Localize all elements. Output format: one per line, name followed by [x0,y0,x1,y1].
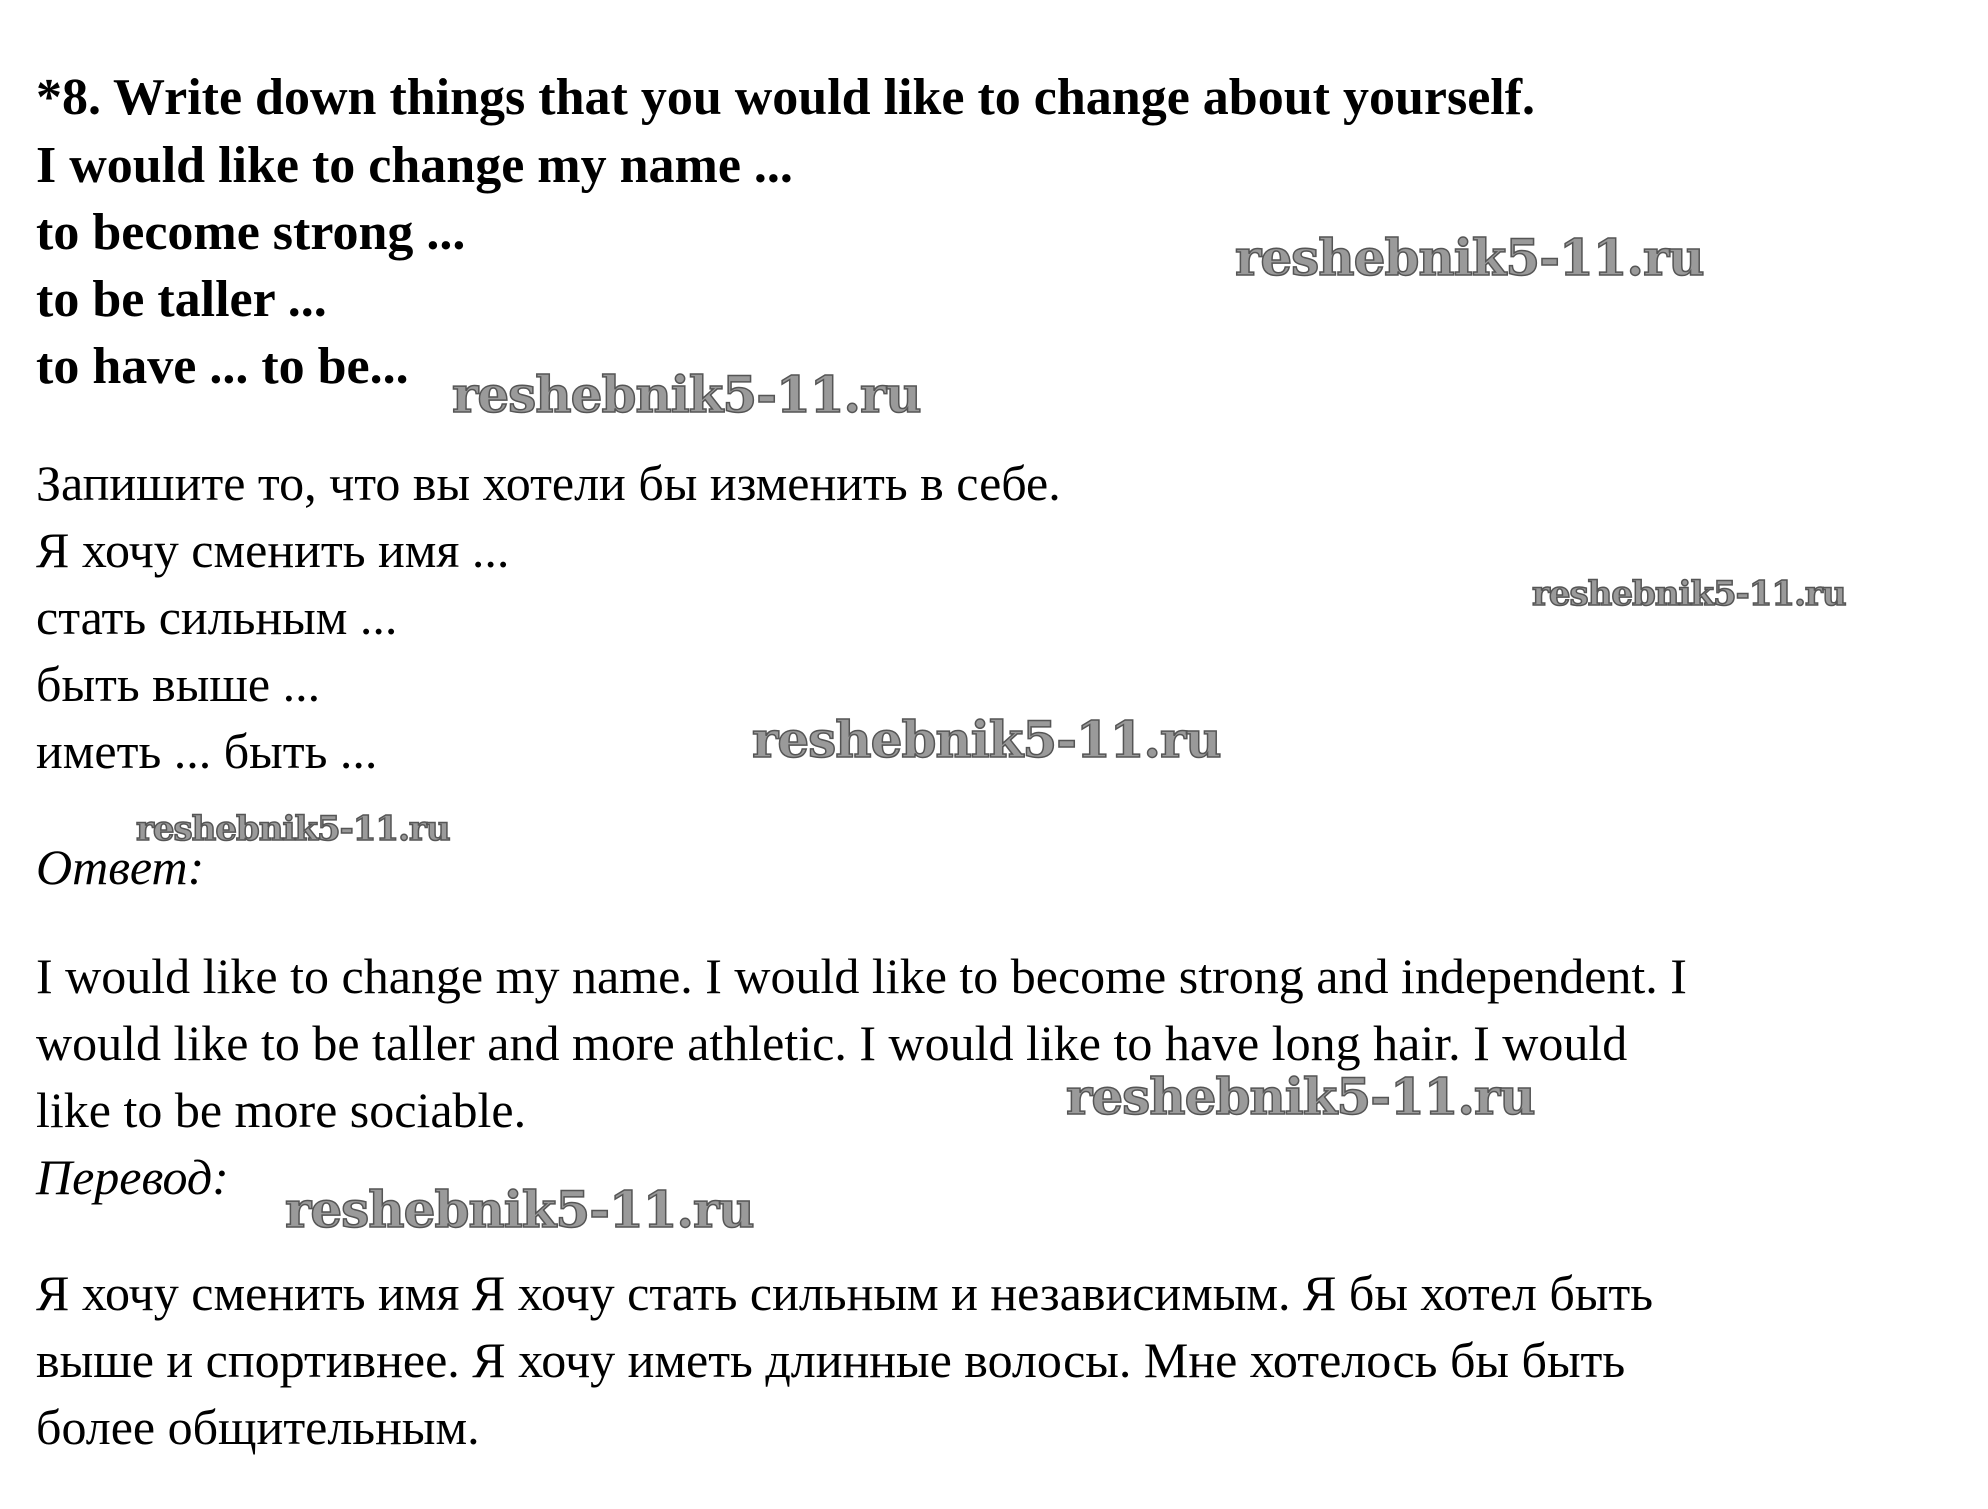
watermark: reshebnik5-11.ru [452,365,921,424]
translation-task-line: стать сильным ... [36,589,398,645]
translation-line: Я хочу сменить имя Я хочу стать сильным и независимым. Я бы хотел быть [36,1265,1654,1321]
translation-task-line: иметь ... быть ... [36,723,378,779]
watermark: reshebnik5-11.ru [752,710,1221,769]
answer-line: I would like to change my name. I would like to become strong and independent. I [36,948,1687,1004]
translation-line: более общительным. [36,1399,480,1455]
task-title: *8. Write down things that you would like to change about yourself. [36,69,1536,126]
task-line: to become strong ... [36,204,466,261]
answer-line: would like to be taller and more athletic. I would like to have long hair. I would [36,1015,1628,1071]
translation-task-line: Я хочу сменить имя ... [36,522,510,578]
answer-label: Ответ: [36,839,205,895]
watermark: reshebnik5-11.ru [285,1180,754,1239]
task-line: to have ... to be... [36,338,409,395]
translation-line: выше и спортивнее. Я хочу иметь длинные волосы. Мне хотелось бы быть [36,1332,1626,1388]
watermark: reshebnik5-11.ru [136,809,450,849]
translation-task-line: быть выше ... [36,656,321,712]
watermark: reshebnik5-11.ru [1235,228,1704,287]
answer-line: like to be more sociable. [36,1082,527,1138]
watermark: reshebnik5-11.ru [1066,1067,1535,1126]
watermark: reshebnik5-11.ru [1532,574,1846,614]
translation-task-title: Запишите то, что вы хотели бы изменить в себе. [36,455,1061,511]
translation-label: Перевод: [36,1149,229,1205]
task-line: I would like to change my name ... [36,137,793,194]
task-line: to be taller ... [36,271,327,328]
